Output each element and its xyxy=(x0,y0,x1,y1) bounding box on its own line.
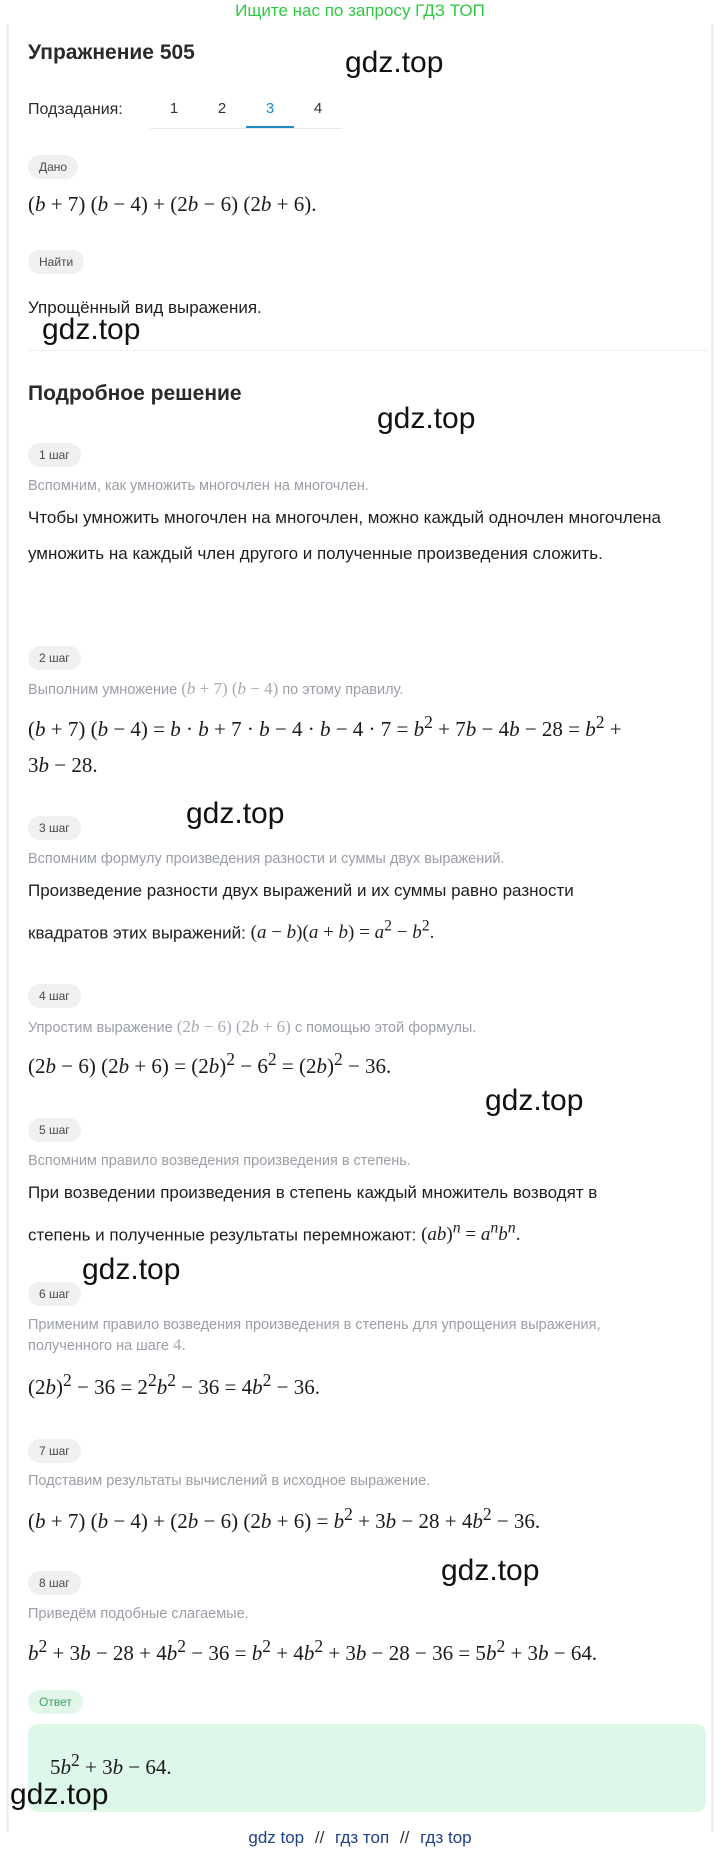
subtasks-tabs xyxy=(150,92,342,129)
step-5-hint: Вспомним правило возведения произведения в степень. xyxy=(28,1153,411,1169)
footer-link-gdz-top[interactable]: gdz top xyxy=(248,1828,305,1847)
step-1-hint: Вспомним, как умножить многочлен на многочлен. xyxy=(28,478,369,494)
footer-link-gdz-top-mixed[interactable]: гдз top xyxy=(420,1828,472,1847)
step-3-badge: 3 шаг xyxy=(28,816,81,840)
find-text: Упрощённый вид выражения. xyxy=(28,298,262,317)
watermark: gdz.top xyxy=(441,1554,540,1587)
page-title: Упражнение 505 xyxy=(28,41,195,64)
answer-badge: Ответ xyxy=(28,1690,83,1714)
tab-1[interactable]: 1 xyxy=(169,99,179,117)
given-expression: (b + 7) (b − 4) + (2b − 6) (2b + 6). xyxy=(28,192,317,216)
step-6-hint: Применим правило возведения произведения в степень для упрощения выражения, полученного на шаге 4. xyxy=(28,1317,601,1354)
given-badge: Дано xyxy=(28,155,78,179)
step-8-badge: 8 шаг xyxy=(28,1571,81,1595)
watermark: gdz.top xyxy=(42,313,141,346)
step-5-text: При возведении произведения в степень каждый множитель возводят в степень и полученные результаты перемножают: $(ab)^n = a^nb^n$. xyxy=(28,1183,598,1246)
answer-box xyxy=(28,1724,706,1812)
step-1-text: Чтобы умножить многочлен на многочлен, можно каждый одночлен многочлена умножить на каждый член другого и полученные произведения сложить. xyxy=(28,508,662,563)
footer-link-gdz-top-ru[interactable]: гдз топ xyxy=(335,1828,390,1847)
step-2-hint: Выполним умножение (b + 7) (b − 4) по этому правилу. xyxy=(28,679,404,698)
step-7-hint: Подставим результаты вычислений в исходное выражение. xyxy=(28,1473,431,1489)
step-8-hint: Приведём подобные слагаемые. xyxy=(28,1606,249,1622)
watermark: gdz.top xyxy=(377,402,476,435)
answer-value: $5b^2 + 3b - 64$. xyxy=(50,1750,172,1779)
watermark: gdz.top xyxy=(186,797,285,830)
step-4-math: (2b − 6) $(2b + 6) = (2b)^2 - 6^2 = (2b)^2 - 36$. xyxy=(28,1049,392,1078)
step-3-hint: Вспомним формулу произведения разности и суммы двух выражений. xyxy=(28,851,505,867)
tab-2[interactable]: 2 xyxy=(217,99,227,117)
search-banner: Ищите нас по запросу ГДЗ ТОП xyxy=(235,1,485,20)
step-5-badge: 5 шаг xyxy=(28,1118,81,1142)
footer-separator: // xyxy=(399,1828,410,1847)
step-4-badge: 4 шаг xyxy=(28,984,81,1008)
footer-separator: // xyxy=(314,1828,325,1847)
step-6-badge: 6 шаг xyxy=(28,1282,81,1306)
step-2-badge: 2 шаг xyxy=(28,646,81,670)
section-divider xyxy=(28,350,708,351)
step-1-badge: 1 шаг xyxy=(28,443,81,467)
step-4-hint: Упростим выражение (2b − 6) (2b + 6) с помощью этой формулы. xyxy=(28,1017,477,1036)
watermark: gdz.top xyxy=(345,46,444,79)
footer-links xyxy=(0,1828,720,1848)
subtasks-bar xyxy=(28,92,342,128)
step-2-math: (b + 7) $(b - 4) = b \cdot b + 7 \cdot b - 4 \cdot b - 4 \cdot 7 = b^2 + 7b - 4b - 28 = b^2$ + 3b − 28. xyxy=(28,712,622,777)
solution-title: Подробное решение xyxy=(28,382,242,405)
step-3-text: Произведение разности двух выражений и их суммы равно разности квадратов этих выражений: $(a - b)(a + b) = a^2 - b^2$. xyxy=(28,881,574,944)
step-7-math: (b + 7) (b − 4) + (2b − 6) $(2b + 6) = b^2 + 3b - 28 + 4b^2 - 36$. xyxy=(28,1504,541,1533)
step-8-math: $b^2 + 3b - 28 + 4b^2 - 36 = b^2 + 4b^2 + 3b - 28 - 36 = 5b^2 + 3b - 64$. xyxy=(28,1636,598,1665)
step-6-math: $(2b)^2 - 36 = 2^2b^2 - 36 = 4b^2 - 36$. xyxy=(28,1370,320,1399)
step-7-badge: 7 шаг xyxy=(28,1439,81,1463)
watermark: gdz.top xyxy=(10,1778,109,1811)
watermark: gdz.top xyxy=(485,1084,584,1117)
subtasks-label: Подзадания: xyxy=(28,101,123,118)
tab-4[interactable]: 4 xyxy=(313,99,323,117)
watermark: gdz.top xyxy=(82,1253,181,1286)
find-badge: Найти xyxy=(28,250,84,274)
tab-3[interactable]: 3 xyxy=(246,92,294,128)
